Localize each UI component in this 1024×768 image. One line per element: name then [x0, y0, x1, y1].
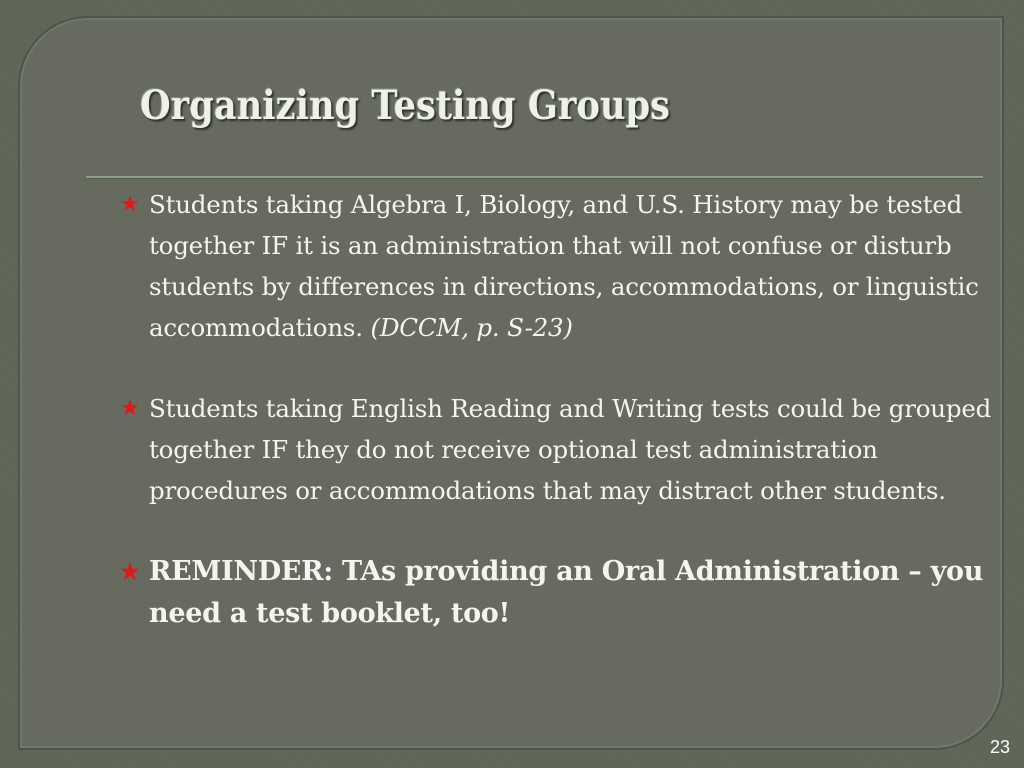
bullet-citation: (DCCM, p. S-23) — [370, 313, 573, 342]
bullet-text: Students taking Algebra I, Biology, and U.S. History may be tested together IF it is an administration that will not confuse or disturb students by differences in directions, accommodations, or linguistic accommodations. — [149, 190, 979, 342]
bullet-text: REMINDER: TAs providing an Oral Administration – you need a test booklet, too! — [149, 556, 984, 629]
title-divider — [86, 176, 983, 179]
bullet-item-reminder — [120, 551, 1000, 635]
bullet-item-1 — [120, 184, 1000, 348]
page-number: 23 — [989, 737, 1010, 757]
bullet-text: Students taking English Reading and Writing tests could be grouped together IF they do not receive optional test administration procedures or accommodations that may distract other students. — [149, 394, 992, 505]
slide-panel — [20, 18, 1002, 748]
star-bullet-icon: ★ — [120, 396, 140, 421]
star-bullet-icon: ★ — [120, 192, 140, 217]
bullet-list — [120, 184, 1000, 635]
star-bullet-icon: ★ — [120, 559, 140, 585]
slide-title: Organizing Testing Groups — [140, 82, 670, 129]
bullet-item-2 — [120, 388, 1000, 511]
